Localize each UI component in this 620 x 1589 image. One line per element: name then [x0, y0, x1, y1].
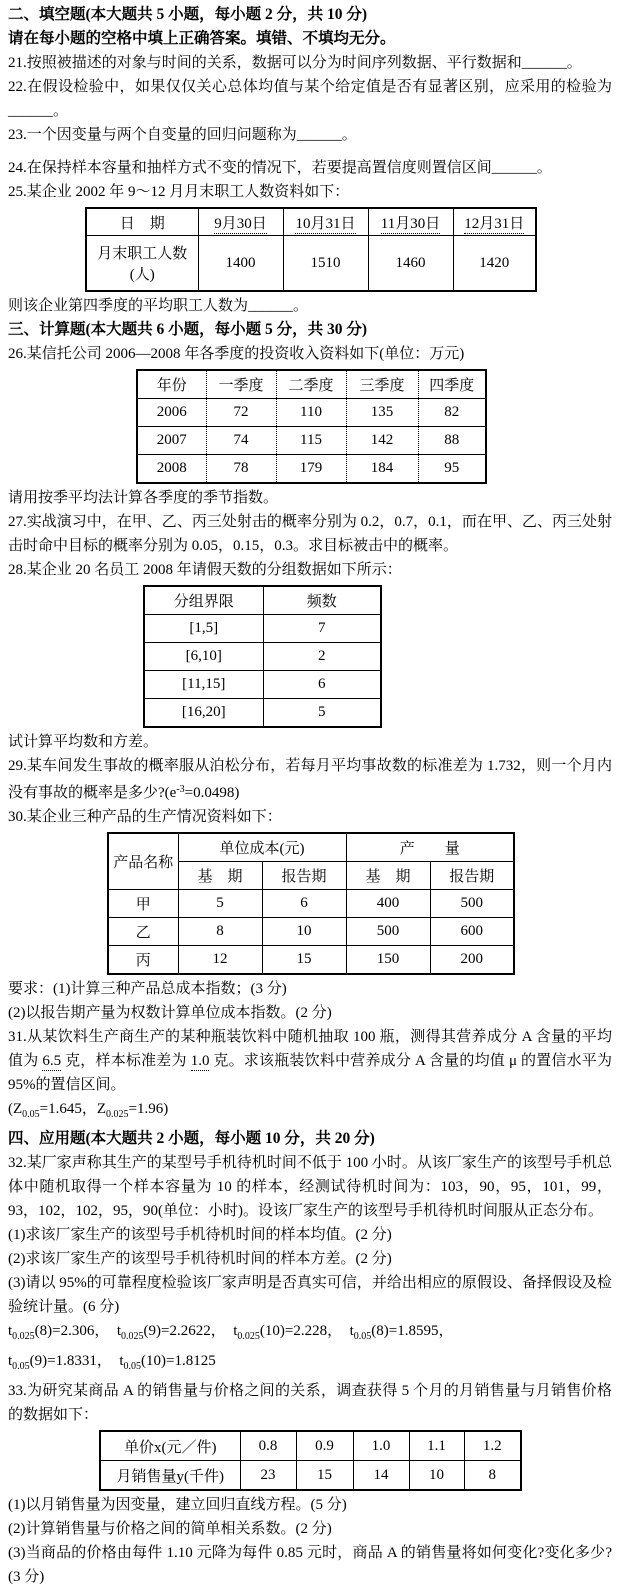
question-32-intro: 32.某厂家声称其生产的某型号手机待机时间不低于 100 小时。从该厂家生产的该型号手机总体中随机取得一个样本容量为 10 的样本，经测试待机时间为：103，90，95，101，99，93，102，102，95，90(单位：小时)。设该厂家生产的该型号手机待机时间服从正态分布。 — [8, 1155, 612, 1219]
q26-header-cell: 三季度 — [346, 370, 418, 399]
q30-data-row — [108, 918, 514, 946]
question-33-intro: 33.为研究某商品 A 的销售量与价格之间的关系，调查获得 5 个月的月销售量与月销售价格的数据如下： — [8, 1383, 612, 1423]
q26-header-cell: 二季度 — [276, 370, 346, 399]
q30-value-cell: 600 — [430, 918, 514, 946]
q33-sales-row — [100, 1461, 521, 1491]
q30-data-row — [108, 890, 514, 918]
q30-value-cell: 8 — [178, 918, 262, 946]
q33-price-cell: 0.9 — [296, 1431, 353, 1461]
q25-header-cell — [453, 208, 536, 236]
q30-value-cell: 15 — [262, 946, 346, 975]
q30-value-cell: 200 — [430, 946, 514, 975]
q28-data-row — [144, 615, 381, 643]
q30-value-cell: 400 — [346, 890, 430, 918]
q26-value-cell: 95 — [418, 455, 486, 484]
q25-row-label — [86, 236, 198, 292]
q30-value-cell: 150 — [346, 946, 430, 975]
question-30-intro: 30.某企业三种产品的生产情况资料如下： — [8, 809, 282, 825]
q26-value-cell: 78 — [206, 455, 276, 484]
q33-sales-cell: 23 — [240, 1461, 296, 1491]
q26-year-cell: 2007 — [137, 427, 206, 455]
question-24: 24.在保持样本容量和抽样方式不变的情况下，若要提高置信度则置信区间______。 — [8, 160, 552, 176]
q28-data-row — [144, 643, 381, 671]
q25-header-cell — [198, 208, 283, 236]
q30-group-cost-cell: 单位成本(元) — [178, 833, 346, 862]
q26-year-cell: 2008 — [137, 455, 206, 484]
question-30-req2: (2)以报告期产量为权数计算单位成本指数。(2 分) — [8, 1005, 332, 1021]
q30-product-cell: 甲 — [108, 890, 178, 918]
q25-row-label-line1: 月末职工人数 — [97, 246, 188, 262]
q26-value-cell: 82 — [418, 399, 486, 427]
q26-year-cell: 2006 — [137, 399, 206, 427]
q26-header-cell: 四季度 — [418, 370, 486, 399]
question-33-item1: (1)以月销售量为因变量，建立回归直线方程。(5 分) — [8, 1497, 347, 1513]
q26-value-cell: 135 — [346, 399, 418, 427]
q26-data-row — [137, 455, 486, 484]
q28-bin-cell: [11,15] — [144, 671, 263, 699]
question-21: 21.按照被描述的对象与时间的关系，数据可以分为时间序列数据、平行数据和______。 — [8, 55, 582, 71]
q30-subheader-cell: 报告期 — [430, 862, 514, 890]
question-25-after: 则该企业第四季度的平均职工人数为______。 — [8, 298, 309, 314]
q25-row-label-line2: (人) — [129, 267, 155, 283]
question-32-tvalues-line2: $t_{0.05}(9)=1.8331$， $t_{0.05}(10)=1.8125$ — [8, 1353, 216, 1372]
question-33-item2: (2)计算销售量与价格之间的简单相关系数。(2 分) — [8, 1521, 332, 1537]
q33-sales-cell: 15 — [296, 1461, 353, 1491]
q25-header-cell — [283, 208, 368, 236]
q26-data-row — [137, 399, 486, 427]
q28-freq-cell: 2 — [263, 643, 381, 671]
q28-bin-cell: [6,10] — [144, 643, 263, 671]
q25-header-row — [86, 208, 536, 236]
q33-row-label: 单价x(元／件) — [100, 1431, 240, 1461]
q28-freq-cell: 6 — [263, 671, 381, 699]
question-27: 27.实战演习中，在甲、乙、丙三处射击的概率分别为 0.2，0.7，0.1，而在甲、乙、丙三处射击时命中目标的概率分别为 0.05，0.15，0.3。求目标被击中的概率。 — [8, 514, 612, 554]
q26-value-cell: 142 — [346, 427, 418, 455]
q25-table — [85, 207, 537, 292]
q25-date-label: 11月30日 — [380, 215, 441, 232]
q25-value-cell: 1510 — [283, 236, 368, 292]
question-31-zvalues: ($Z_{0.05}=1.645$，$Z_{0.025}=1.96$) — [8, 1101, 169, 1120]
question-32-item3: (3)请以 95%的可靠程度检验该厂家声明是否真实可信，并给出相应的原假设、备择假设及检验统计量。(6 分) — [8, 1275, 612, 1315]
question-33-item3: (3)当商品的价格由每件 1.10 元降为每件 0.85 元时，商品 A 的销售量将如何变化?变化多少?(3 分) — [8, 1545, 612, 1585]
q25-date-label: 10月31日 — [295, 215, 356, 232]
question-26-after: 请用按季平均法计算各季度的季节指数。 — [8, 490, 279, 506]
q30-value-cell: 500 — [346, 918, 430, 946]
q25-value-cell: 1460 — [368, 236, 453, 292]
question-23: 23.一个因变量与两个自变量的回归问题称为______。 — [8, 127, 357, 143]
section-fill-in-note: 请在每小题的空格中填上正确答案。填错、不填均无分。 — [8, 30, 396, 47]
q30-table — [107, 832, 515, 975]
section-applied-title: 四、应用题(本大题共 2 小题，每小题 10 分，共 20 分) — [8, 1130, 375, 1147]
question-32-item2: (2)求该厂家生产的该型号手机待机时间的样本方差。(2 分) — [8, 1251, 392, 1267]
q30-group-header-row — [108, 833, 514, 862]
q26-table — [136, 369, 487, 484]
q26-value-cell: 72 — [206, 399, 276, 427]
q33-row-label: 月销售量y(千件) — [100, 1461, 240, 1491]
q30-subheader-cell: 报告期 — [262, 862, 346, 890]
question-22: 22.在假设检验中，如果仅仅关心总体均值与某个给定值是否有显著区别，应采用的检验为______。 — [8, 79, 612, 119]
q25-value-cell: 1420 — [453, 236, 536, 292]
q28-header-row — [144, 586, 381, 615]
q33-price-cell: 1.2 — [464, 1431, 521, 1461]
q30-group-qty-cell: 产 量 — [346, 833, 514, 862]
q28-header-cell: 分组界限 — [144, 586, 263, 615]
q28-freq-cell: 7 — [263, 615, 381, 643]
question-28-intro: 28.某企业 20 名员工 2008 年请假天数的分组数据如下所示： — [8, 562, 402, 578]
q28-header-cell: 频数 — [263, 586, 381, 615]
q30-value-cell: 6 — [262, 890, 346, 918]
q25-header-cell: 日 期 — [86, 208, 198, 236]
q28-bin-cell: [1,5] — [144, 615, 263, 643]
question-31: 31.从某饮料生产商生产的某种瓶装饮料中随机抽取 100 瓶，测得其营养成分 A 含量的平均值为 6.5 克，样本标准差为 1.0 克。求该瓶装饮料中营养成分 A 含量的均值 μ 的置信水平为 95%的置信区间。 — [8, 1029, 612, 1093]
q25-value-cell: 1400 — [198, 236, 283, 292]
q25-header-cell — [368, 208, 453, 236]
q26-header-row — [137, 370, 486, 399]
section-calc-title: 三、计算题(本大题共 6 小题，每小题 5 分，共 30 分) — [8, 321, 368, 338]
q28-data-row — [144, 671, 381, 699]
q28-table — [143, 585, 382, 728]
q26-value-cell: 110 — [276, 399, 346, 427]
question-32-item1: (1)求该厂家生产的该型号手机待机时间的样本均值。(2 分) — [8, 1227, 392, 1243]
q30-data-row — [108, 946, 514, 975]
q33-price-cell: 1.1 — [409, 1431, 464, 1461]
q30-corner-cell: 产品名称 — [108, 833, 178, 890]
q30-product-cell: 丙 — [108, 946, 178, 975]
q30-value-cell: 5 — [178, 890, 262, 918]
question-28-after: 试计算平均数和方差。 — [8, 734, 159, 750]
q26-data-row — [137, 427, 486, 455]
question-30-req1: 要求：(1)计算三种产品总成本指数；(3 分) — [8, 981, 287, 997]
q33-price-cell: 1.0 — [353, 1431, 409, 1461]
q33-price-row — [100, 1431, 521, 1461]
question-26-intro: 26.某信托公司 2006—2008 年各季度的投资收入资料如下(单位：万元) — [8, 346, 465, 362]
q26-header-cell: 一季度 — [206, 370, 276, 399]
q28-data-row — [144, 699, 381, 728]
section-fill-in-title: 二、填空题(本大题共 5 小题，每小题 2 分，共 10 分) — [8, 6, 368, 23]
q25-date-label: 9月30日 — [214, 215, 267, 232]
q25-data-row — [86, 236, 536, 292]
q33-sales-cell: 14 — [353, 1461, 409, 1491]
q26-value-cell: 184 — [346, 455, 418, 484]
q28-freq-cell: 5 — [263, 699, 381, 728]
q26-value-cell: 179 — [276, 455, 346, 484]
q26-value-cell: 74 — [206, 427, 276, 455]
question-25-intro: 25.某企业 2002 年 9～12 月月末职工人数资料如下： — [8, 184, 350, 200]
q30-subheader-cell: 基 期 — [178, 862, 262, 890]
q26-header-cell: 年份 — [137, 370, 206, 399]
q26-value-cell: 115 — [276, 427, 346, 455]
q30-value-cell: 500 — [430, 890, 514, 918]
q30-value-cell: 12 — [178, 946, 262, 975]
q33-table — [99, 1430, 522, 1491]
q25-date-label: 12月31日 — [464, 215, 525, 232]
q30-product-cell: 乙 — [108, 918, 178, 946]
q28-bin-cell: [16,20] — [144, 699, 263, 728]
q33-sales-cell: 10 — [409, 1461, 464, 1491]
question-29: 29.某车间发生事故的概率服从泊松分布，若每月平均事故数的标准差为 1.732，则一个月内没有事故的概率是多少$?(e^{-3}=0.0498)$ — [8, 758, 612, 801]
q33-price-cell: 0.8 — [240, 1431, 296, 1461]
q26-value-cell: 88 — [418, 427, 486, 455]
q30-value-cell: 10 — [262, 918, 346, 946]
q30-subheader-cell: 基 期 — [346, 862, 430, 890]
question-32-tvalues-line1: $t_{0.025}(8)=2.306$， $t_{0.025}(9)=2.2622$， $t_{0.025}(10)=2.228$， $t_{0.05}(8)=1.8595$， — [8, 1323, 454, 1342]
q33-sales-cell: 8 — [464, 1461, 521, 1491]
